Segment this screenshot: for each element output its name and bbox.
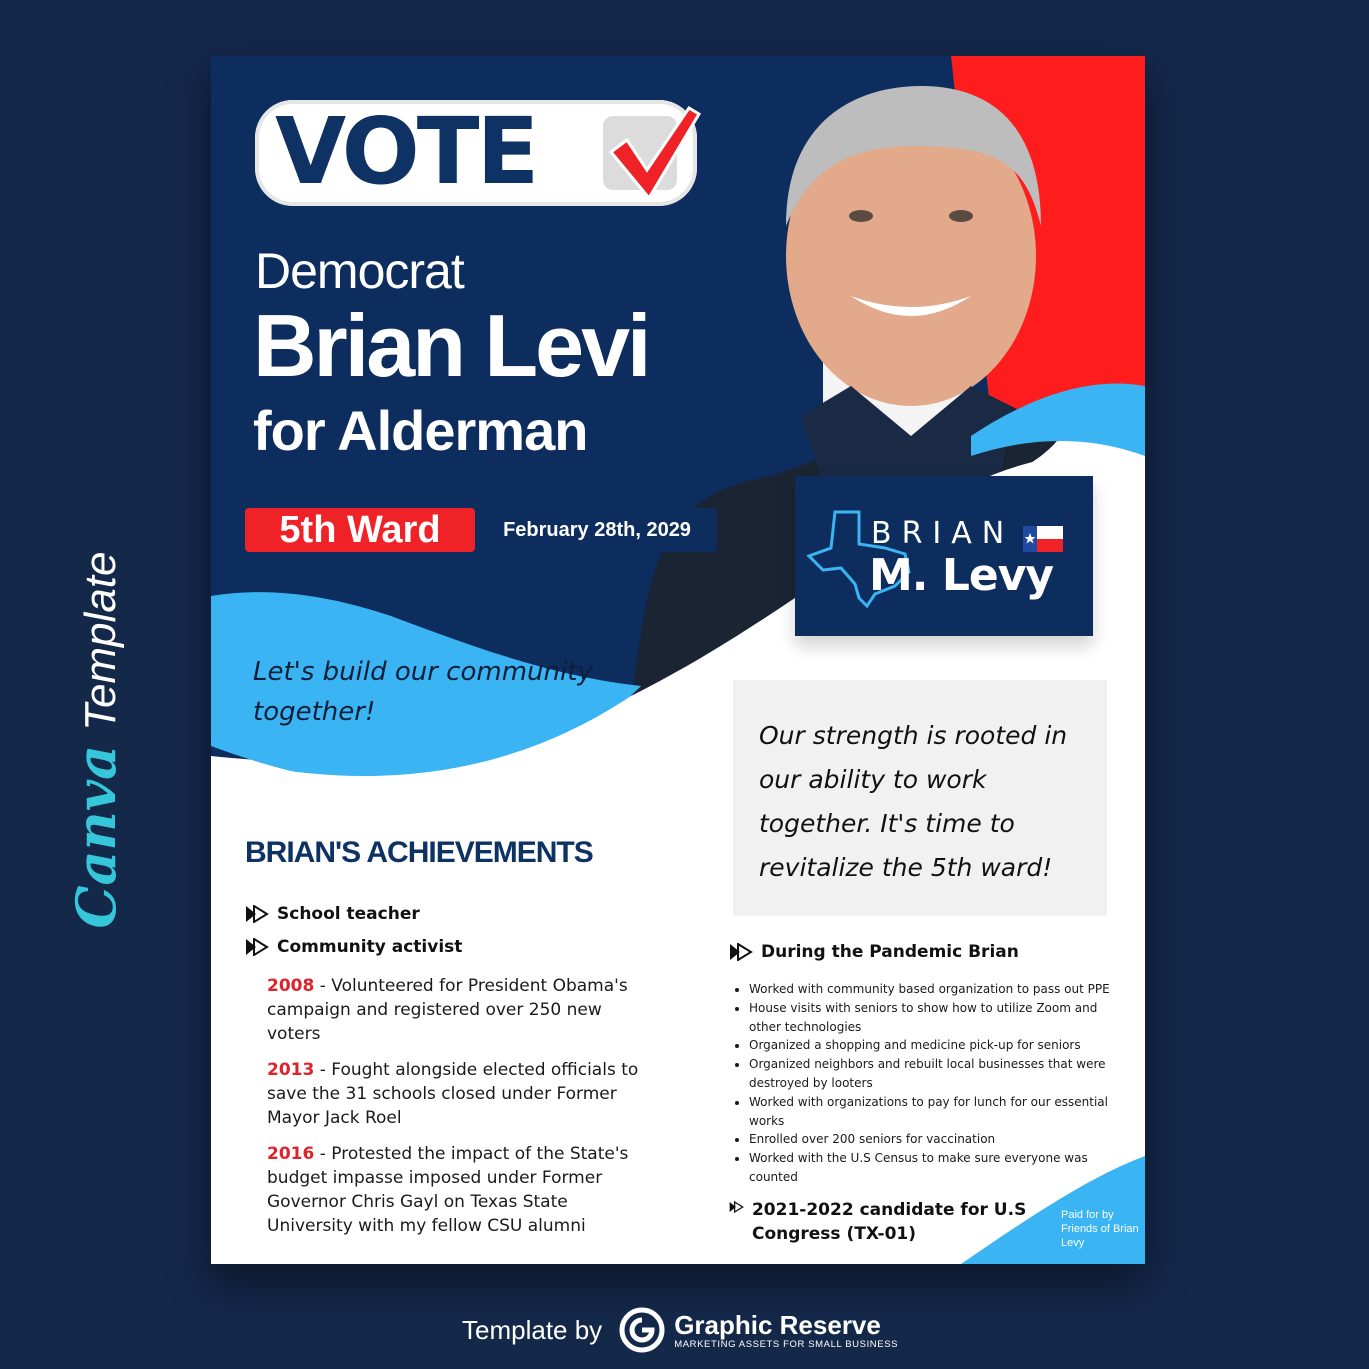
logo-last-name: M. Levy xyxy=(869,550,1054,601)
achievements-title: BRIAN'S ACHIEVEMENTS xyxy=(245,836,593,869)
achievement-text: - Volunteered for President Obama's campaign and registered over 250 new voters xyxy=(267,976,628,1044)
party-label: Democrat xyxy=(255,243,464,299)
graphic-reserve-logo-icon xyxy=(618,1306,666,1354)
logo-first-name: BRIAN xyxy=(871,516,1015,551)
double-arrow-icon xyxy=(729,1198,744,1216)
vote-badge xyxy=(255,100,697,206)
paid-disclaimer: Paid for by Friends of Brian Levy xyxy=(1061,1209,1139,1249)
list-item: • Worked with organizations to pay for lunch for our essential works xyxy=(749,1093,1119,1131)
texas-flag-icon xyxy=(1023,526,1063,552)
candidacy-text: 2021-2022 candidate for U.S Congress (TX-01) xyxy=(751,1200,1027,1244)
achievement-text: - Fought alongside elected officials to save the 31 schools closed under Former Mayor Jack Roel xyxy=(267,1060,639,1128)
election-date: February 28th, 2029 xyxy=(477,508,717,552)
highlight-text: Community activist xyxy=(277,937,463,957)
list-item: • Enrolled over 200 seniors for vaccination xyxy=(749,1130,1119,1149)
template-word: Template xyxy=(76,551,125,731)
list-item: • Worked with the U.S Census to make sure everyone was counted xyxy=(749,1149,1119,1187)
achievement-year: 2016 xyxy=(267,1144,315,1164)
highlight-text: School teacher xyxy=(277,904,420,924)
brand-tagline: MARKETING ASSETS FOR SMALL BUSINESS xyxy=(674,1338,899,1350)
achievement-year: 2013 xyxy=(267,1060,315,1080)
highlight-item xyxy=(245,904,420,924)
achievement-text: - Protested the impact of the State's budget impasse imposed under Former Governor Chris Gayl on Texas State University with my fellow CSU alumni xyxy=(267,1144,629,1236)
double-arrow-icon xyxy=(729,943,753,961)
footer-prefix: Template by xyxy=(462,1314,603,1345)
list-item: • Organized neighbors and rebuilt local businesses that were destroyed by looters xyxy=(749,1055,1119,1093)
pandemic-title: During the Pandemic Brian xyxy=(761,942,1019,962)
highlight-item xyxy=(245,937,462,957)
candidate-name: Brian Levi xyxy=(253,296,649,395)
canva-brand: Canva xyxy=(64,744,128,929)
list-item: • Organized a shopping and medicine pick-up for seniors xyxy=(749,1036,1119,1055)
checkmark-icon xyxy=(597,100,701,206)
ward-badge: 5th Ward xyxy=(245,508,475,552)
achievement-entry xyxy=(267,974,647,1046)
quote-text: Our strength is rooted in our ability to work together. It's time to revitalize the 5th ward! xyxy=(759,721,1068,882)
achievement-entry xyxy=(267,1142,647,1238)
pandemic-list xyxy=(733,980,1119,1187)
vote-heading: VOTE xyxy=(275,98,537,205)
achievement-entry xyxy=(267,1058,647,1130)
slogan: Let's build our community together! xyxy=(253,657,593,727)
office-label: for Alderman xyxy=(253,399,588,462)
pandemic-heading xyxy=(729,942,1019,962)
list-item: • House visits with seniors to show how to utilize Zoom and other technologies xyxy=(749,999,1119,1037)
quote-box xyxy=(733,680,1107,916)
list-item: • Worked with community based organization to pass out PPE xyxy=(749,980,1119,999)
achievement-year: 2008 xyxy=(267,976,315,996)
campaign-poster xyxy=(211,56,1145,1264)
footer xyxy=(462,1300,898,1360)
double-arrow-icon xyxy=(245,905,269,923)
candidacy-item xyxy=(729,1198,1029,1246)
campaign-logo-card xyxy=(795,476,1093,636)
double-arrow-icon xyxy=(245,938,269,956)
brand-block xyxy=(674,1311,898,1350)
brand-name: Graphic Reserve xyxy=(674,1309,881,1340)
canva-template-label xyxy=(36,551,156,929)
